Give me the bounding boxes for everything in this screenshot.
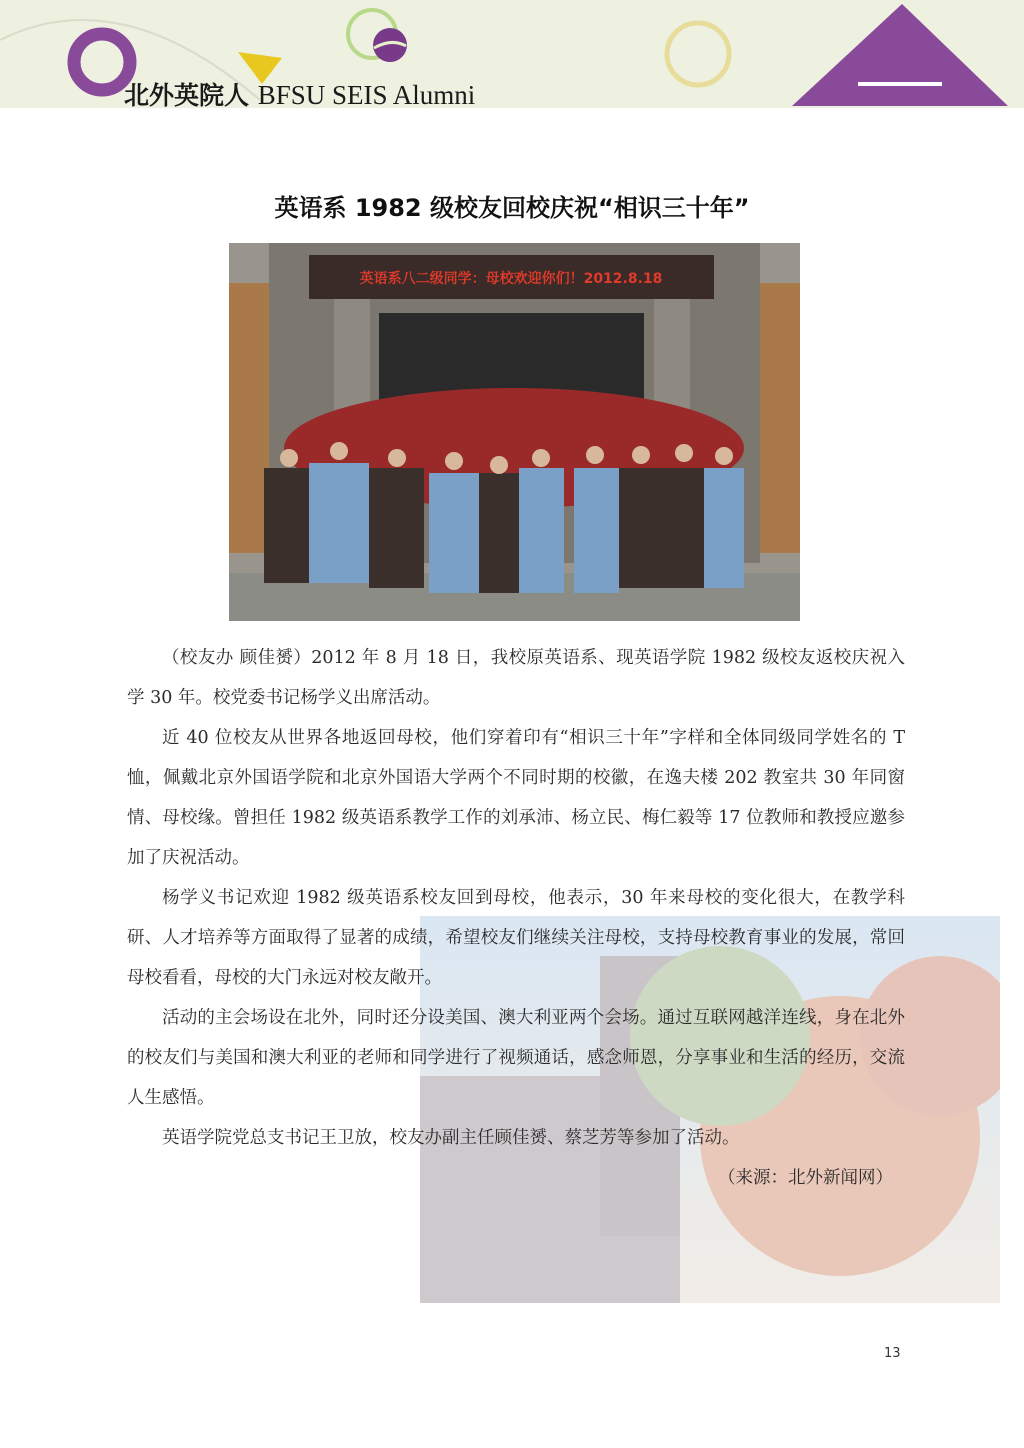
paragraph-2: 近 40 位校友从世界各地返回母校，他们穿着印有“相识三十年”字样和全体同级同学姓名的 T 恤，佩戴北京外国语学院和北京外国语大学两个不同时期的校徽，在逸夫楼 202 教室共 30 年同窗情、母校缘。曾担任 1982 级英语系教学工作的刘承沛、杨立民、梅仁毅等 17 位教师和教授应邀参加了庆祝活动。 xyxy=(127,728,905,868)
brand-english: BFSU SEIS Alumni xyxy=(257,80,476,110)
paragraph-1: （校友办 顾佳赟）2012 年 8 月 18 日，我校原英语系、现英语学院 1982 级校友返校庆祝入学 30 年。校党委书记杨学义出席活动。 xyxy=(127,648,905,708)
purple-triangle-icon xyxy=(792,4,1008,106)
article-source: （来源：北外新闻网） xyxy=(718,1168,893,1188)
article-body xyxy=(127,638,905,1198)
purple-ring-icon xyxy=(74,34,130,90)
paragraph-5: 英语学院党总支书记王卫放，校友办副主任顾佳赟、蔡芝芳等参加了活动。 xyxy=(162,1128,740,1148)
brand-chinese: 北外英院人 xyxy=(124,81,250,110)
triangle-bar xyxy=(858,82,942,86)
photo-banner: 英语系八二级同学：母校欢迎你们！2012.8.18 xyxy=(359,271,663,287)
paragraph-3: 杨学义书记欢迎 1982 级英语系校友回到母校，他表示，30 年来母校的变化很大，在教学科研、人才培养等方面取得了显著的成绩，希望校友们继续关注母校，支持母校教育事业的发展，常回母校看看，母校的大门永远对校友敞开。 xyxy=(127,888,905,988)
article-title: 英语系 1982 级校友回校庆祝“相识三十年” xyxy=(274,194,750,222)
paragraph-4: 活动的主会场设在北外，同时还分设美国、澳大利亚两个会场。通过互联网越洋连线，身在北外的校友们与美国和澳大利亚的老师和同学进行了视频通话，感念师恩，分享事业和生活的经历，交流人生感悟。 xyxy=(127,1008,905,1108)
group-photo xyxy=(229,243,800,621)
brand-title xyxy=(124,76,475,112)
page-number: 13 xyxy=(884,1346,901,1361)
yellow-ring-icon xyxy=(667,23,729,85)
